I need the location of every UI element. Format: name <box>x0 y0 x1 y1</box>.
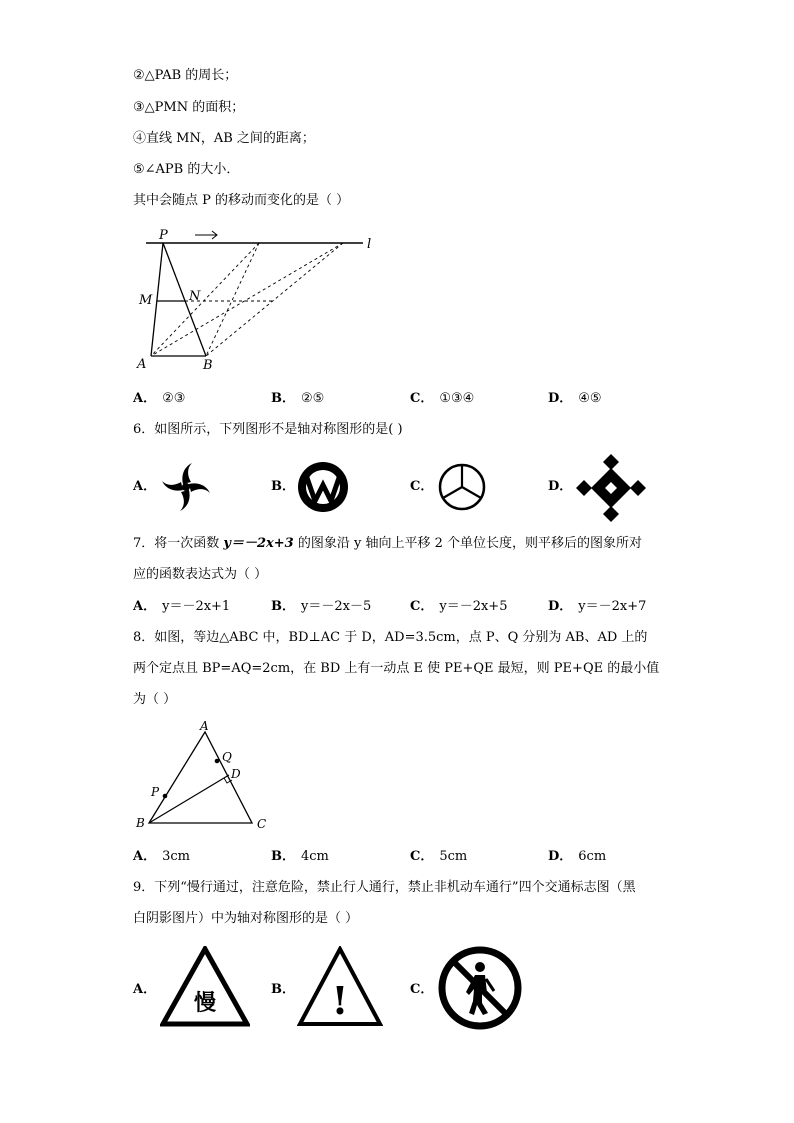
q8-question-line2: 两个定点且 BP=AQ=2cm，在 BD 上有一动点 E 使 PE+QE 最短，则 PE+QE 的最小值 <box>133 661 660 676</box>
q7-option-d[interactable]: D． y＝－2x+7 <box>548 599 647 614</box>
slow-sign-text: 慢 <box>193 990 217 1016</box>
q5-figure <box>133 222 383 377</box>
q5-label-A: A <box>137 357 147 372</box>
q5-option-a[interactable]: A． ②③ <box>133 391 186 406</box>
q8-label-C: C <box>257 817 267 831</box>
q5-label-N: N <box>189 289 201 304</box>
q9-option-b[interactable]: B． <box>271 982 295 997</box>
q7-option-c[interactable]: C． y＝－2x+5 <box>410 599 508 614</box>
q5-label-M: M <box>139 293 153 308</box>
q5-label-P: P <box>159 228 168 243</box>
q6-option-c[interactable]: C． <box>410 479 434 494</box>
q5-item-4: ④直线 MN，AB 之间的距离； <box>133 131 315 146</box>
q6-option-d[interactable]: D． <box>548 479 573 494</box>
q5-question: 其中会随点 P 的移动而变化的是（ ） <box>133 193 350 208</box>
mercedes-logo-icon <box>436 462 488 512</box>
q8-option-c[interactable]: C． 5cm <box>410 849 468 864</box>
q8-label-D: D <box>231 767 241 781</box>
q8-option-d[interactable]: D． 6cm <box>548 849 607 864</box>
slow-sign-icon <box>160 946 250 1028</box>
q8-question-line3: 为（ ） <box>133 692 177 707</box>
q9-question-line1: 9．下列“慢行通过，注意危险，禁止行人通行，禁止非机动车通行”四个交通标志图（黑 <box>133 880 636 895</box>
q5-item-5: ⑤∠APB 的大小． <box>133 162 240 177</box>
q8-option-b[interactable]: B． 4cm <box>271 849 329 864</box>
q5-option-c[interactable]: C． ①③④ <box>410 391 475 406</box>
q8-label-B: B <box>136 816 145 830</box>
warning-sign-text: ! <box>331 978 349 1023</box>
q8-label-P: P <box>151 785 160 799</box>
q8-question-line1: 8．如图，等边△ABC 中，BD⊥AC 于 D，AD=3.5cm，点 P、Q 分别为 AB、AD 上的 <box>133 630 648 645</box>
q5-option-d[interactable]: D． ④⑤ <box>548 391 602 406</box>
q7-option-b[interactable]: B． y＝－2x－5 <box>271 599 372 614</box>
q5-option-b[interactable]: B． ②⑤ <box>271 391 325 406</box>
q8-figure <box>133 718 273 836</box>
q5-label-B: B <box>203 358 213 373</box>
q6-question: 6．如图所示，下列图形不是轴对称图形的是( ) <box>133 422 403 437</box>
q8-label-A: A <box>200 719 209 733</box>
q6-option-a[interactable]: A． <box>133 479 157 494</box>
warning-sign-icon <box>297 946 383 1028</box>
q8-option-a[interactable]: A． 3cm <box>133 849 190 864</box>
q7-question-line1: 7．将一次函数 y＝－2x+3 的图象沿 y 轴向上平移 2 个单位长度，则平移后的图象所对 <box>133 536 642 551</box>
q7-question-line2: 应的函数表达式为（ ） <box>133 567 268 582</box>
q5-item-2: ②△PAB 的周长； <box>133 68 238 83</box>
q9-option-a[interactable]: A． <box>133 982 157 997</box>
q8-label-Q: Q <box>222 750 232 764</box>
q7-option-a[interactable]: A． y＝－2x+1 <box>133 599 231 614</box>
q5-item-3: ③△PMN 的面积； <box>133 100 245 115</box>
diamond-cross-icon <box>576 454 646 522</box>
q6-option-b[interactable]: B． <box>271 479 295 494</box>
q9-question-line2: 白阴影图片）中为轴对称图形的是（ ） <box>133 911 359 926</box>
q5-label-l: l <box>367 237 372 252</box>
no-pedestrian-sign-icon <box>436 945 524 1031</box>
vw-logo-icon <box>297 461 349 513</box>
pinwheel-icon <box>160 462 212 512</box>
q9-option-c[interactable]: C． <box>410 982 434 997</box>
